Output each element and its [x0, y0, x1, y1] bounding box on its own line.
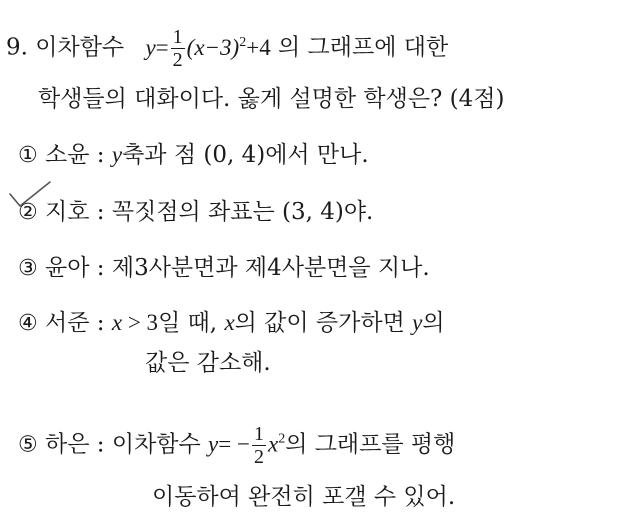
option-marker: ② [18, 200, 38, 225]
option-marker: ⑤ [18, 432, 38, 458]
option-math-y: y [412, 310, 423, 335]
option-text: 서준 : [45, 310, 112, 336]
option-5[interactable] [18, 423, 455, 468]
option-math: y [111, 142, 123, 167]
option-5-line-2 [152, 482, 455, 512]
fraction-denominator: 2 [253, 446, 264, 468]
function-fraction [171, 26, 185, 71]
fraction-numerator: 1 [172, 26, 183, 48]
option-text: 소윤 : [45, 142, 112, 168]
option-math-eq: = − [218, 431, 250, 457]
option-continuation: 값은 감소해. [145, 350, 271, 376]
option-text: 하은 : 이차함수 [45, 431, 209, 458]
option-math-x: x [111, 310, 123, 335]
option-4[interactable] [18, 308, 445, 339]
option-1[interactable] [18, 140, 369, 171]
question-stem-line2: 학생들의 대화이다. 옳게 설명한 학생은? (4점) [38, 86, 505, 112]
fraction-denominator: 2 [172, 49, 183, 71]
function-equals: = [155, 34, 169, 60]
function-expression [145, 26, 278, 71]
option-fraction [252, 423, 266, 468]
option-mid: 일 때, [158, 310, 225, 336]
option-text: 지호 : 꼭짓점의 좌표는 (3, 4)야. [45, 199, 374, 225]
question-stem-a: 이차함수 [35, 34, 125, 61]
option-mid2: 의 값이 증가하면 [234, 310, 413, 336]
question-line-2 [38, 84, 504, 114]
option-3[interactable] [18, 253, 430, 284]
option-end: 의 [422, 310, 445, 336]
option-math-exponent: 2 [278, 431, 286, 447]
question-number: 9. [6, 34, 28, 61]
option-rest: 축과 점 (0, 4)에서 만나. [122, 142, 369, 168]
fraction-numerator: 1 [253, 423, 264, 445]
question-line-1 [6, 26, 448, 71]
option-math-var: x [267, 431, 279, 457]
option-continuation: 이동하여 완전히 포갤 수 있어. [152, 484, 456, 510]
function-body: (x−3) [186, 34, 240, 60]
option-math-x2: x [224, 310, 235, 335]
function-lhs: y [145, 34, 156, 60]
option-2[interactable] [18, 197, 373, 228]
function-exponent: 2 [239, 34, 247, 50]
question-stem-b: 의 그래프에 대한 [278, 34, 449, 61]
option-marker: ③ [18, 256, 38, 281]
option-marker: ④ [18, 311, 38, 336]
function-tail: +4 [246, 34, 271, 60]
option-condition: > 3 [122, 310, 159, 335]
option-rest: 의 그래프를 평행 [285, 431, 456, 458]
option-math-lhs: y [208, 431, 219, 457]
option-marker: ① [18, 143, 38, 168]
option-4-line-2 [145, 348, 271, 378]
option-text: 윤아 : 제3사분면과 제4사분면을 지나. [45, 255, 430, 281]
